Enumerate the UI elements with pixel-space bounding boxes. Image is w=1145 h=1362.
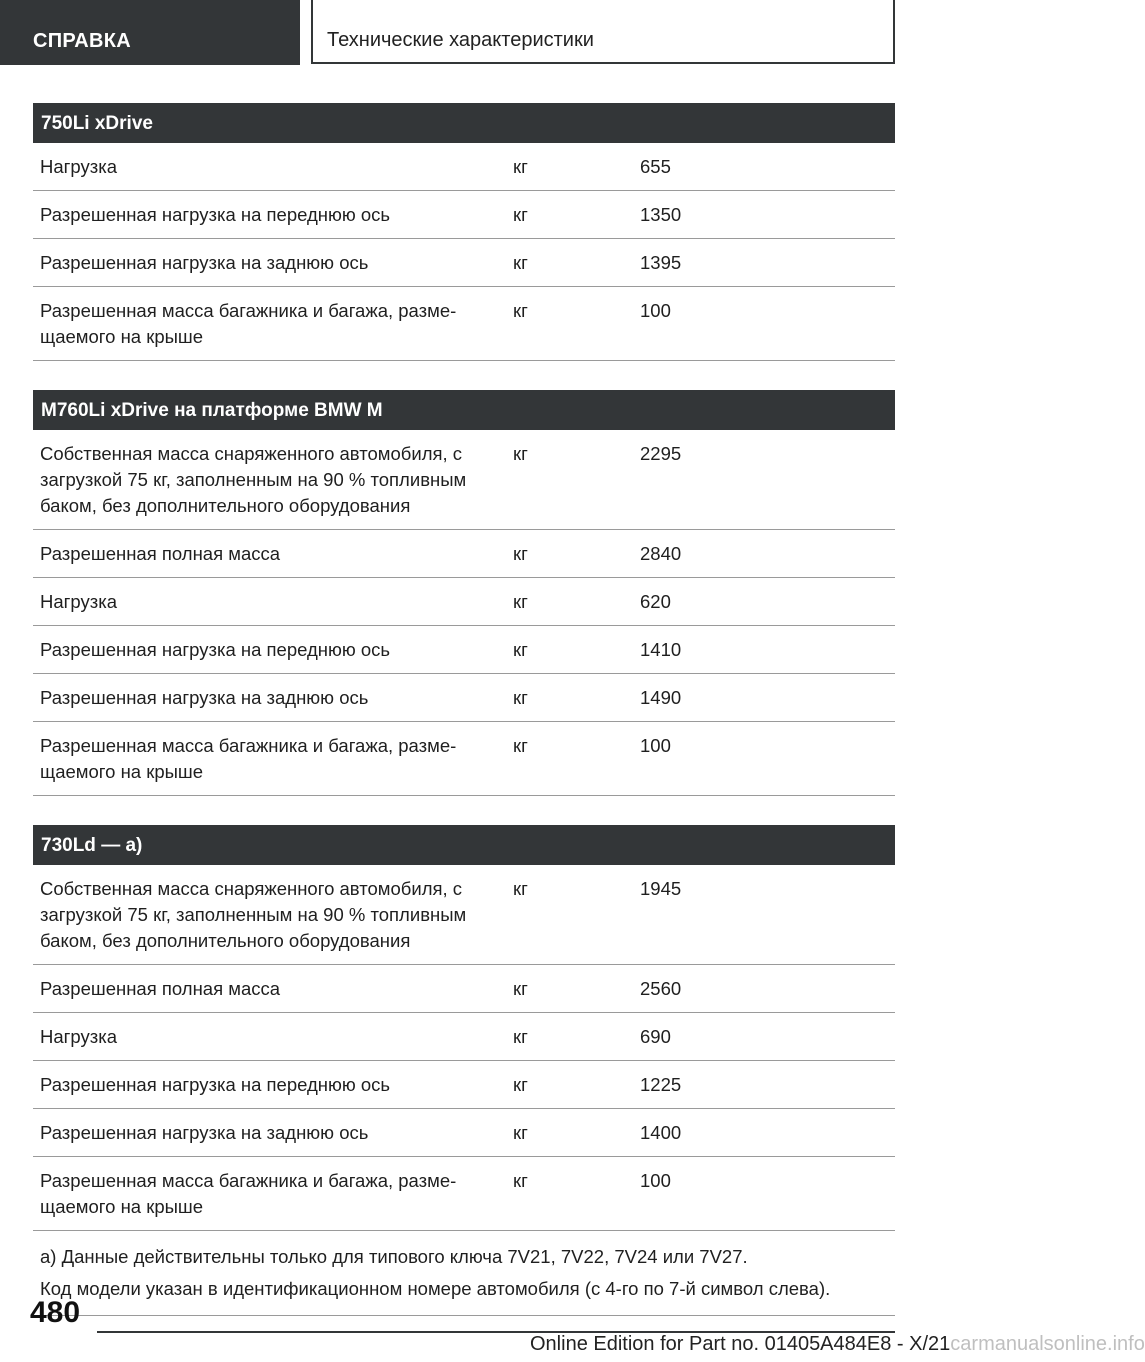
- table-row: [33, 865, 895, 965]
- cell-unit: кг: [513, 591, 528, 612]
- table-row: [33, 1013, 895, 1061]
- table-row: [33, 239, 895, 287]
- table-row: [33, 722, 895, 796]
- cell-value: 1395: [640, 252, 682, 273]
- cell-value: 2560: [640, 978, 682, 999]
- table-title: M760Li xDrive на платформе BMW M: [33, 390, 895, 430]
- cell-value: 1400: [640, 1122, 682, 1143]
- cell-value: 100: [640, 1170, 671, 1191]
- cell-unit: кг: [513, 443, 528, 464]
- table-row: [33, 430, 895, 530]
- table-row: [33, 287, 895, 361]
- table-row: [33, 530, 895, 578]
- cell-label: Собственная масса снаряженного автомобиля, с загрузкой 75 кг, заполненным на 90 % топливным баком, без дополнительного оборудования: [40, 443, 467, 516]
- table-gap: [33, 796, 895, 825]
- cell-unit: кг: [513, 978, 528, 999]
- cell-value: 1945: [640, 878, 682, 899]
- footnote-a: a) Данные действительны только для типового ключа 7V21, 7V22, 7V24 или 7V27.: [40, 1246, 748, 1267]
- cell-value: 100: [640, 735, 671, 756]
- table-row: [33, 191, 895, 239]
- cell-unit: кг: [513, 1026, 528, 1047]
- table-title: 750Li xDrive: [33, 103, 895, 143]
- cell-unit: кг: [513, 543, 528, 564]
- footnote-model-code: Код модели указан в идентификационном номере автомобиля (с 4-го по 7-й символ слева).: [40, 1278, 831, 1299]
- cell-label: Разрешенная полная масса: [40, 978, 281, 999]
- cell-value: 620: [640, 591, 671, 612]
- table-row: [33, 578, 895, 626]
- cell-label: Разрешенная масса багажника и багажа, разме- щаемого на крыше: [40, 1170, 457, 1217]
- cell-value: 100: [640, 300, 671, 321]
- cell-label: Разрешенная нагрузка на заднюю ось: [40, 687, 369, 708]
- cell-unit: кг: [513, 878, 528, 899]
- cell-value: 1225: [640, 1074, 682, 1095]
- spec-table: [33, 103, 895, 361]
- cell-unit: кг: [513, 156, 528, 177]
- cell-unit: кг: [513, 687, 528, 708]
- chapter-title: Технические характеристики: [311, 0, 895, 64]
- table-row: [33, 143, 895, 191]
- footnotes: [33, 1231, 895, 1316]
- watermark-site: carmanualsonline.info: [950, 1333, 1145, 1355]
- cell-unit: кг: [513, 252, 528, 273]
- table-gap: [33, 361, 895, 390]
- cell-unit: кг: [513, 204, 528, 225]
- page-number: 480: [30, 1296, 81, 1329]
- cell-value: 1410: [640, 639, 682, 660]
- cell-label: Разрешенная нагрузка на переднюю ось: [40, 639, 391, 660]
- spec-table: [33, 390, 895, 796]
- cell-label: Нагрузка: [40, 156, 117, 177]
- cell-label: Собственная масса снаряженного автомобиля, с загрузкой 75 кг, заполненным на 90 % топливным баком, без дополнительного оборудования: [40, 878, 467, 951]
- page-content: [33, 103, 895, 1316]
- cell-label: Разрешенная нагрузка на заднюю ось: [40, 1122, 369, 1143]
- table-row: [33, 626, 895, 674]
- cell-value: 1490: [640, 687, 682, 708]
- cell-unit: кг: [513, 1074, 528, 1095]
- cell-unit: кг: [513, 300, 528, 321]
- cell-label: Разрешенная полная масса: [40, 543, 281, 564]
- cell-label: Разрешенная масса багажника и багажа, разме- щаемого на крыше: [40, 300, 457, 347]
- table-row: [33, 1109, 895, 1157]
- table-row: [33, 1157, 895, 1231]
- footer-edition-text: Online Edition for Part no. 01405A484E8 - X/21: [530, 1333, 951, 1355]
- cell-unit: кг: [513, 1122, 528, 1143]
- cell-unit: кг: [513, 639, 528, 660]
- table-title: 730Ld — a): [33, 825, 895, 865]
- cell-label: Разрешенная нагрузка на переднюю ось: [40, 204, 391, 225]
- cell-value: 655: [640, 156, 671, 177]
- table-row: [33, 965, 895, 1013]
- spec-table: [33, 825, 895, 1231]
- footer-edition: [530, 1333, 1145, 1356]
- cell-label: Разрешенная масса багажника и багажа, разме- щаемого на крыше: [40, 735, 457, 782]
- cell-label: Нагрузка: [40, 1026, 117, 1047]
- spec-tables: [33, 103, 895, 1231]
- section-tab[interactable]: СПРАВКА: [0, 0, 300, 65]
- page-header: [0, 0, 960, 66]
- cell-unit: кг: [513, 735, 528, 756]
- table-row: [33, 1061, 895, 1109]
- cell-unit: кг: [513, 1170, 528, 1191]
- cell-value: 690: [640, 1026, 671, 1047]
- cell-value: 2295: [640, 443, 682, 464]
- cell-label: Нагрузка: [40, 591, 117, 612]
- cell-value: 2840: [640, 543, 682, 564]
- cell-label: Разрешенная нагрузка на заднюю ось: [40, 252, 369, 273]
- table-row: [33, 674, 895, 722]
- cell-value: 1350: [640, 204, 682, 225]
- cell-label: Разрешенная нагрузка на переднюю ось: [40, 1074, 391, 1095]
